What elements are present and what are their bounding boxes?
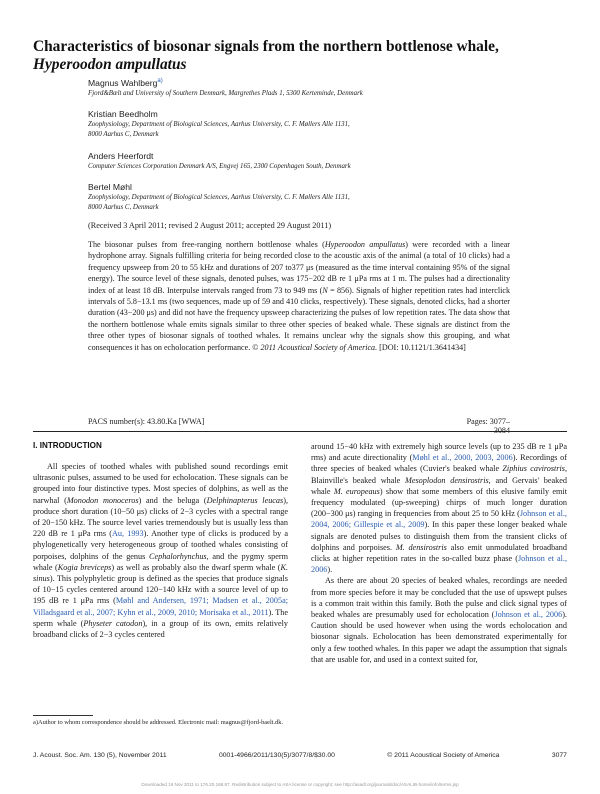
affiliation-2: Zoophysiology, Department of Biological Sciences, Aarhus University, C. F. Møllers Alle 1131, 8000 Aarhus C, Denmark [88, 121, 350, 138]
right-column: around 15−40 kHz with extremely high source levels (up to 235 dB re 1 μPa rms) and acute directionality (Møhl et al., 2000, 2003, 2006). Recordings of three species of beaked whales (Cuvier's beaked whale Ziphius cavirostris, Blainville's beaked whale Mesoplodon densirostris, and Gervais' beaked whale M. europeaus) show that some members of this elusive family emit frequency modulated (up-sweeping) chirps of much longer duration (200−300 μs) ranging in frequencies from about 25 to 50 kHz (Johnson et al., 2004, 2006; Gillespie et al., 2009). In this paper these longer beaked whale signals are denoted pulses to distinguish them from the transient clicks of dolphins and porpoises. M. densirostris also emit unmodulated broadband clicks at higher repetition rates in the so-called buzz phase (Johnson et al., 2006). As there are about 20 species of beaked whales, recordings are needed from more species before it may be concluded that the use of upswept pulses is a common trait within this family. Both the pulse and click signal types of beaked whales are presumably used for echolocation (Johnson et al., 2006). Caution should be used however when using the words echolocation and biosonar signals. Echolocation has been demonstrated experimentally for only a few toothed whales. In this paper we adapt the assumption that signals that are usable for, and used in a context suited for, [311, 442, 568, 664]
received-dates: (Received 3 April 2011; revised 2 August 2011; accepted 29 August 2011) [88, 221, 332, 230]
author-3: Anders Heerfordt [88, 151, 154, 161]
page-number: 3077 [551, 752, 567, 759]
citation-link[interactable]: Johnson et al., 2006 [311, 554, 567, 575]
citation-link[interactable]: Møhl and Andersen, 1971; Madsen et al., 2005a; Villadsgaard et al., 2007; Kyhn et al., 2009, 2010; Morisaka et al., 2011 [33, 596, 288, 617]
page-range: Pages: 3077–3084 [466, 417, 510, 435]
journal-footer [33, 752, 567, 759]
journal-citation: J. Acoust. Soc. Am. 130 (5), November 2011 [33, 752, 167, 759]
author-footnote-mark[interactable]: a) [157, 78, 163, 85]
section-divider [33, 431, 567, 432]
affiliation-3: Computer Sciences Corporation Denmark A/S, Engvej 165, 2300 Copenhagen South, Denmark [88, 163, 351, 170]
download-notice: Downloaded 16 Nov 2011 to 176.20.168.87. Redistribution subject to ASA license or copyright; see http://asadl.org/journals/doc/ASALIB-home/info/terms.jsp [141, 782, 459, 787]
citation-link[interactable]: Johnson et al., 2006 [494, 610, 563, 620]
footnote-rule [33, 715, 93, 716]
title-species: Hyperoodon ampullatus [33, 56, 187, 73]
author-2: Kristian Beedholm [88, 109, 158, 119]
author-4: Bertel Møhl [88, 182, 132, 192]
journal-code: 0001-4966/2011/130(5)/3077/8/$30.00 [219, 752, 335, 759]
author-1: Magnus Wahlberg$^{a)}$ [88, 78, 163, 88]
abstract: The biosonar pulses from free-ranging northern bottlenose whales (Hyperoodon ampullatus) were recorded with a linear hydrophone array. Signals fulfilling criteria for being recorded close to the acoustic axis of the animal (a total of 10 clicks) had a frequency upsweep from 20 to 55 kHz and durations of 207 to377 μs (measured as the time interval containing 95% of the signal energy). The source level of these signals, denoted pulses, was 175−202 dB re 1 μPa rms at 1 m. The pulses had a directionality index of at least 18 dB. Interpulse intervals ranged from 73 to 949 ms (N = 856). Signals of higher repetition rates had interclick intervals of 5.8−13.1 ms (two sequences, made up of 59 and 410 clicks, respectively). These signals, denoted clicks, had a shorter duration (43−200 μs) and did not have the frequency upsweep characterizing the pulses of low repetition rates. The data show that the northern bottlenose whale emits signals similar to three other species of beaked whale. These signals are distinct from the three other types of biosonar signals of toothed whales. It remains unclear why the signals show this grouping, and what consequences it has on echolocation performance. © 2011 Acoustical Society of America. [DOI: 10.1121/1.3641434] [88, 240, 510, 352]
citation-link[interactable]: Au, 1993 [111, 529, 144, 539]
footnote: a)Author to whom correspondence should be addressed. Electronic mail: magnus@fjord-baelt.dk. [33, 719, 284, 726]
journal-copyright: © 2011 Acoustical Society of America [387, 752, 500, 759]
left-column: All species of toothed whales with published sound recordings emit ultrasonic pulses, assumed to be used for echolocation. These signals can be grouped into four distinctive types. Most species of dolphins, as well as the narwhal (Monodon monoceros) and the beluga (Delphinapterus leucas), produce short duration (10−50 μs) clicks of 2−3 cycles with a spectral range of 20−150 kHz. The source level varies tremendously but is usually less than 220 dB re 1 μPa rms (Au, 1993). Another type of clicks is produced by a phylogenetically very heterogeneous group of toothed whales consisting of porpoises, dolphins of the genus Cephalorhynchus, and the pygmy sperm whale (Kogia breviceps) as well as probably also the dwarf sperm whale (K. sinus). This polyphyletic group is defined as the species that produce signals of 10−15 cycles centered around 120−140 kHz with a source level of up to 195 dB re 1 μPa rms (Møhl and Andersen, 1971; Madsen et al., 2005a; Villadsgaard et al., 2007; Kyhn et al., 2009, 2010; Morisaka et al., 2011). The sperm whale (Physeter catodon), in a group of its own, emits relatively broadband clicks of 2−3 cycles centered [33, 462, 289, 640]
affiliation-4: Zoophysiology, Department of Biological Sciences, Aarhus University, C. F. Møllers Alle 1131, 8000 Aarhus C, Denmark [88, 194, 350, 211]
affiliation-1: Fjord&Bælt and University of Southern Denmark, Margrethes Plads 1, 5300 Kerteminde, Denmark [88, 90, 363, 97]
citation-link[interactable]: Møhl et al., 2000, 2003, 2006 [412, 453, 513, 463]
paper-title: Characteristics of biosonar signals from the northern bottlenose whale, Hyperoodon ampullatus [33, 38, 499, 73]
section-heading: I. INTRODUCTION [33, 441, 102, 450]
pacs-numbers: PACS number(s): 43.80.Ka [WWA] [88, 417, 205, 426]
citation-link[interactable]: Johnson et al., 2004, 2006; Gillespie et al., 2009 [311, 509, 567, 530]
